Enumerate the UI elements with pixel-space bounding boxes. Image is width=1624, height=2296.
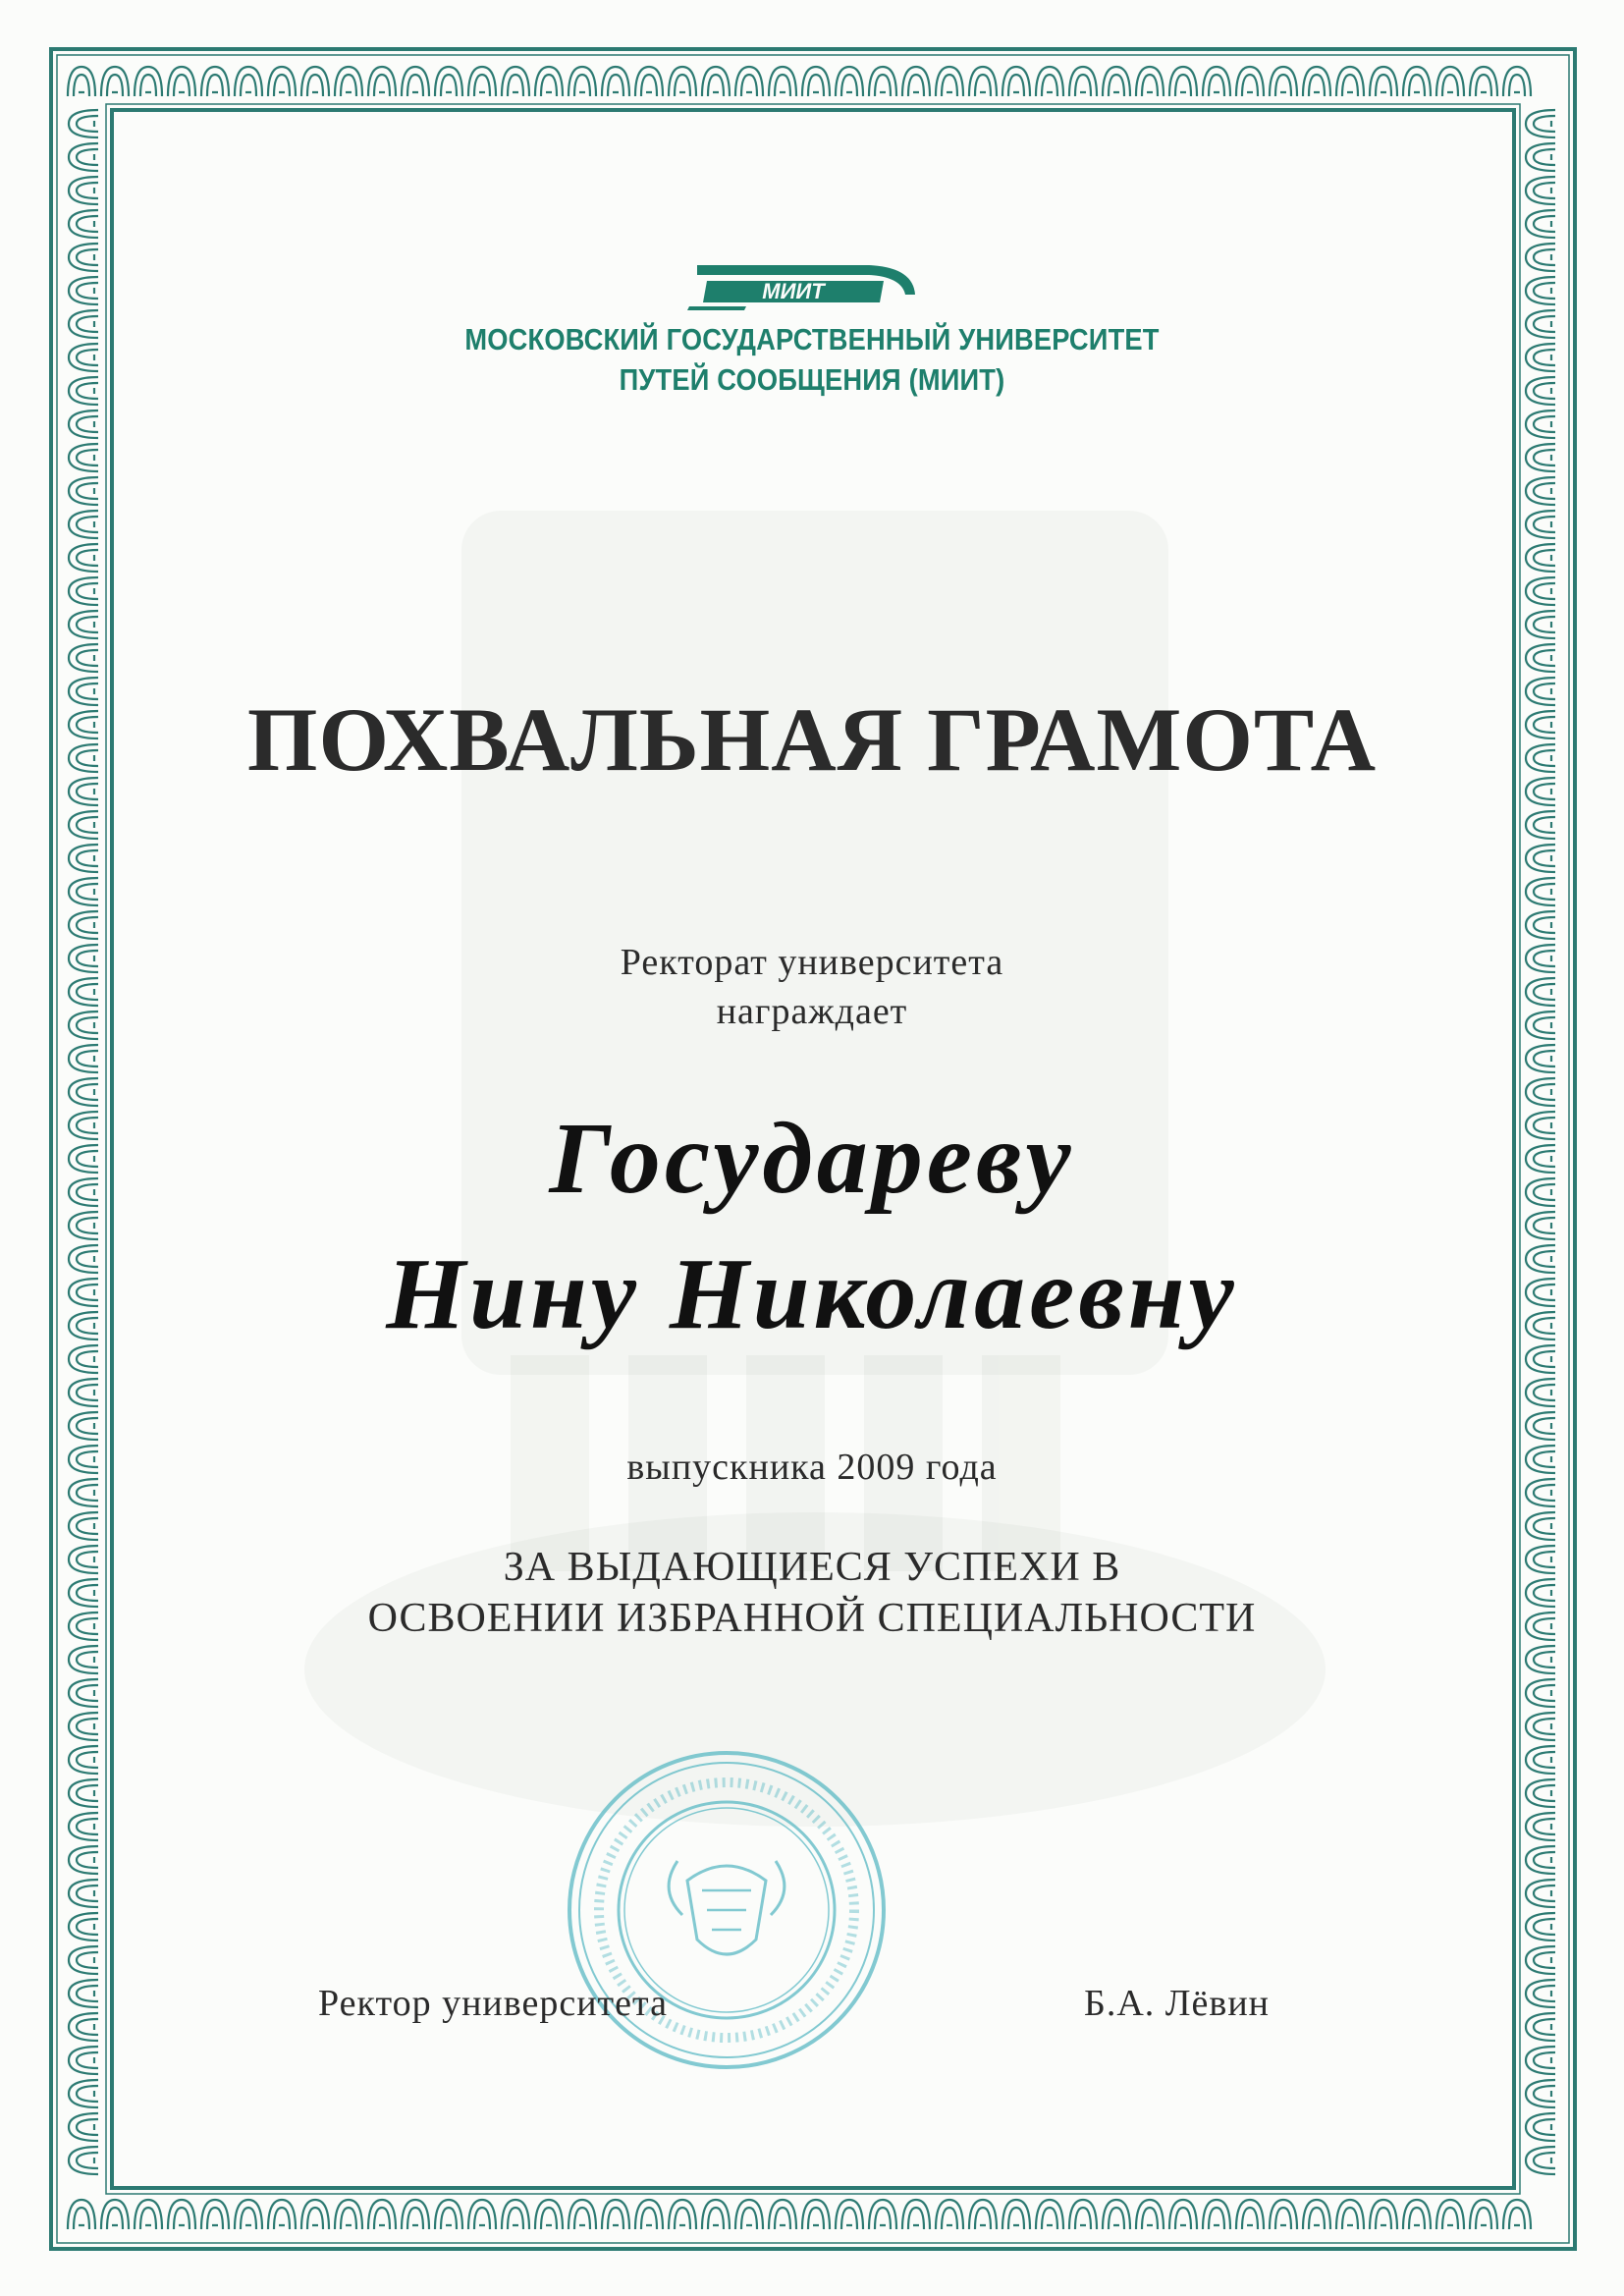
- merit-line-2: ОСВОЕНИИ ИЗБРАННОЙ СПЕЦИАЛЬНОСТИ: [367, 1596, 1257, 1641]
- certificate-title: ПОХВАЛЬНАЯ ГРАМОТА: [246, 689, 1378, 790]
- miit-logo: [687, 255, 923, 314]
- awards-text: награждает: [716, 991, 908, 1032]
- rector-label: Ректор университета: [318, 1983, 668, 2024]
- rectorate-text: Ректорат университета: [620, 942, 1004, 983]
- logo-text: МИИТ: [762, 279, 825, 303]
- merit-line-1: ЗА ВЫДАЮЩИЕСЯ УСПЕХИ В: [503, 1545, 1121, 1590]
- rector-name: Б.А. Лёвин: [1084, 1983, 1271, 2024]
- recipient-surname: Государеву: [549, 1102, 1075, 1215]
- university-seal-stamp: [560, 1743, 893, 2077]
- recipient-first-names: Нину Николаевну: [386, 1237, 1238, 1350]
- university-name-line2: ПУТЕЙ СООБЩЕНИЯ (МИИТ): [619, 362, 1005, 397]
- graduate-year-text: выпускника 2009 года: [626, 1447, 998, 1488]
- university-name-line1: МОСКОВСКИЙ ГОСУДАРСТВЕННЫЙ УНИВЕРСИТЕТ: [464, 322, 1160, 356]
